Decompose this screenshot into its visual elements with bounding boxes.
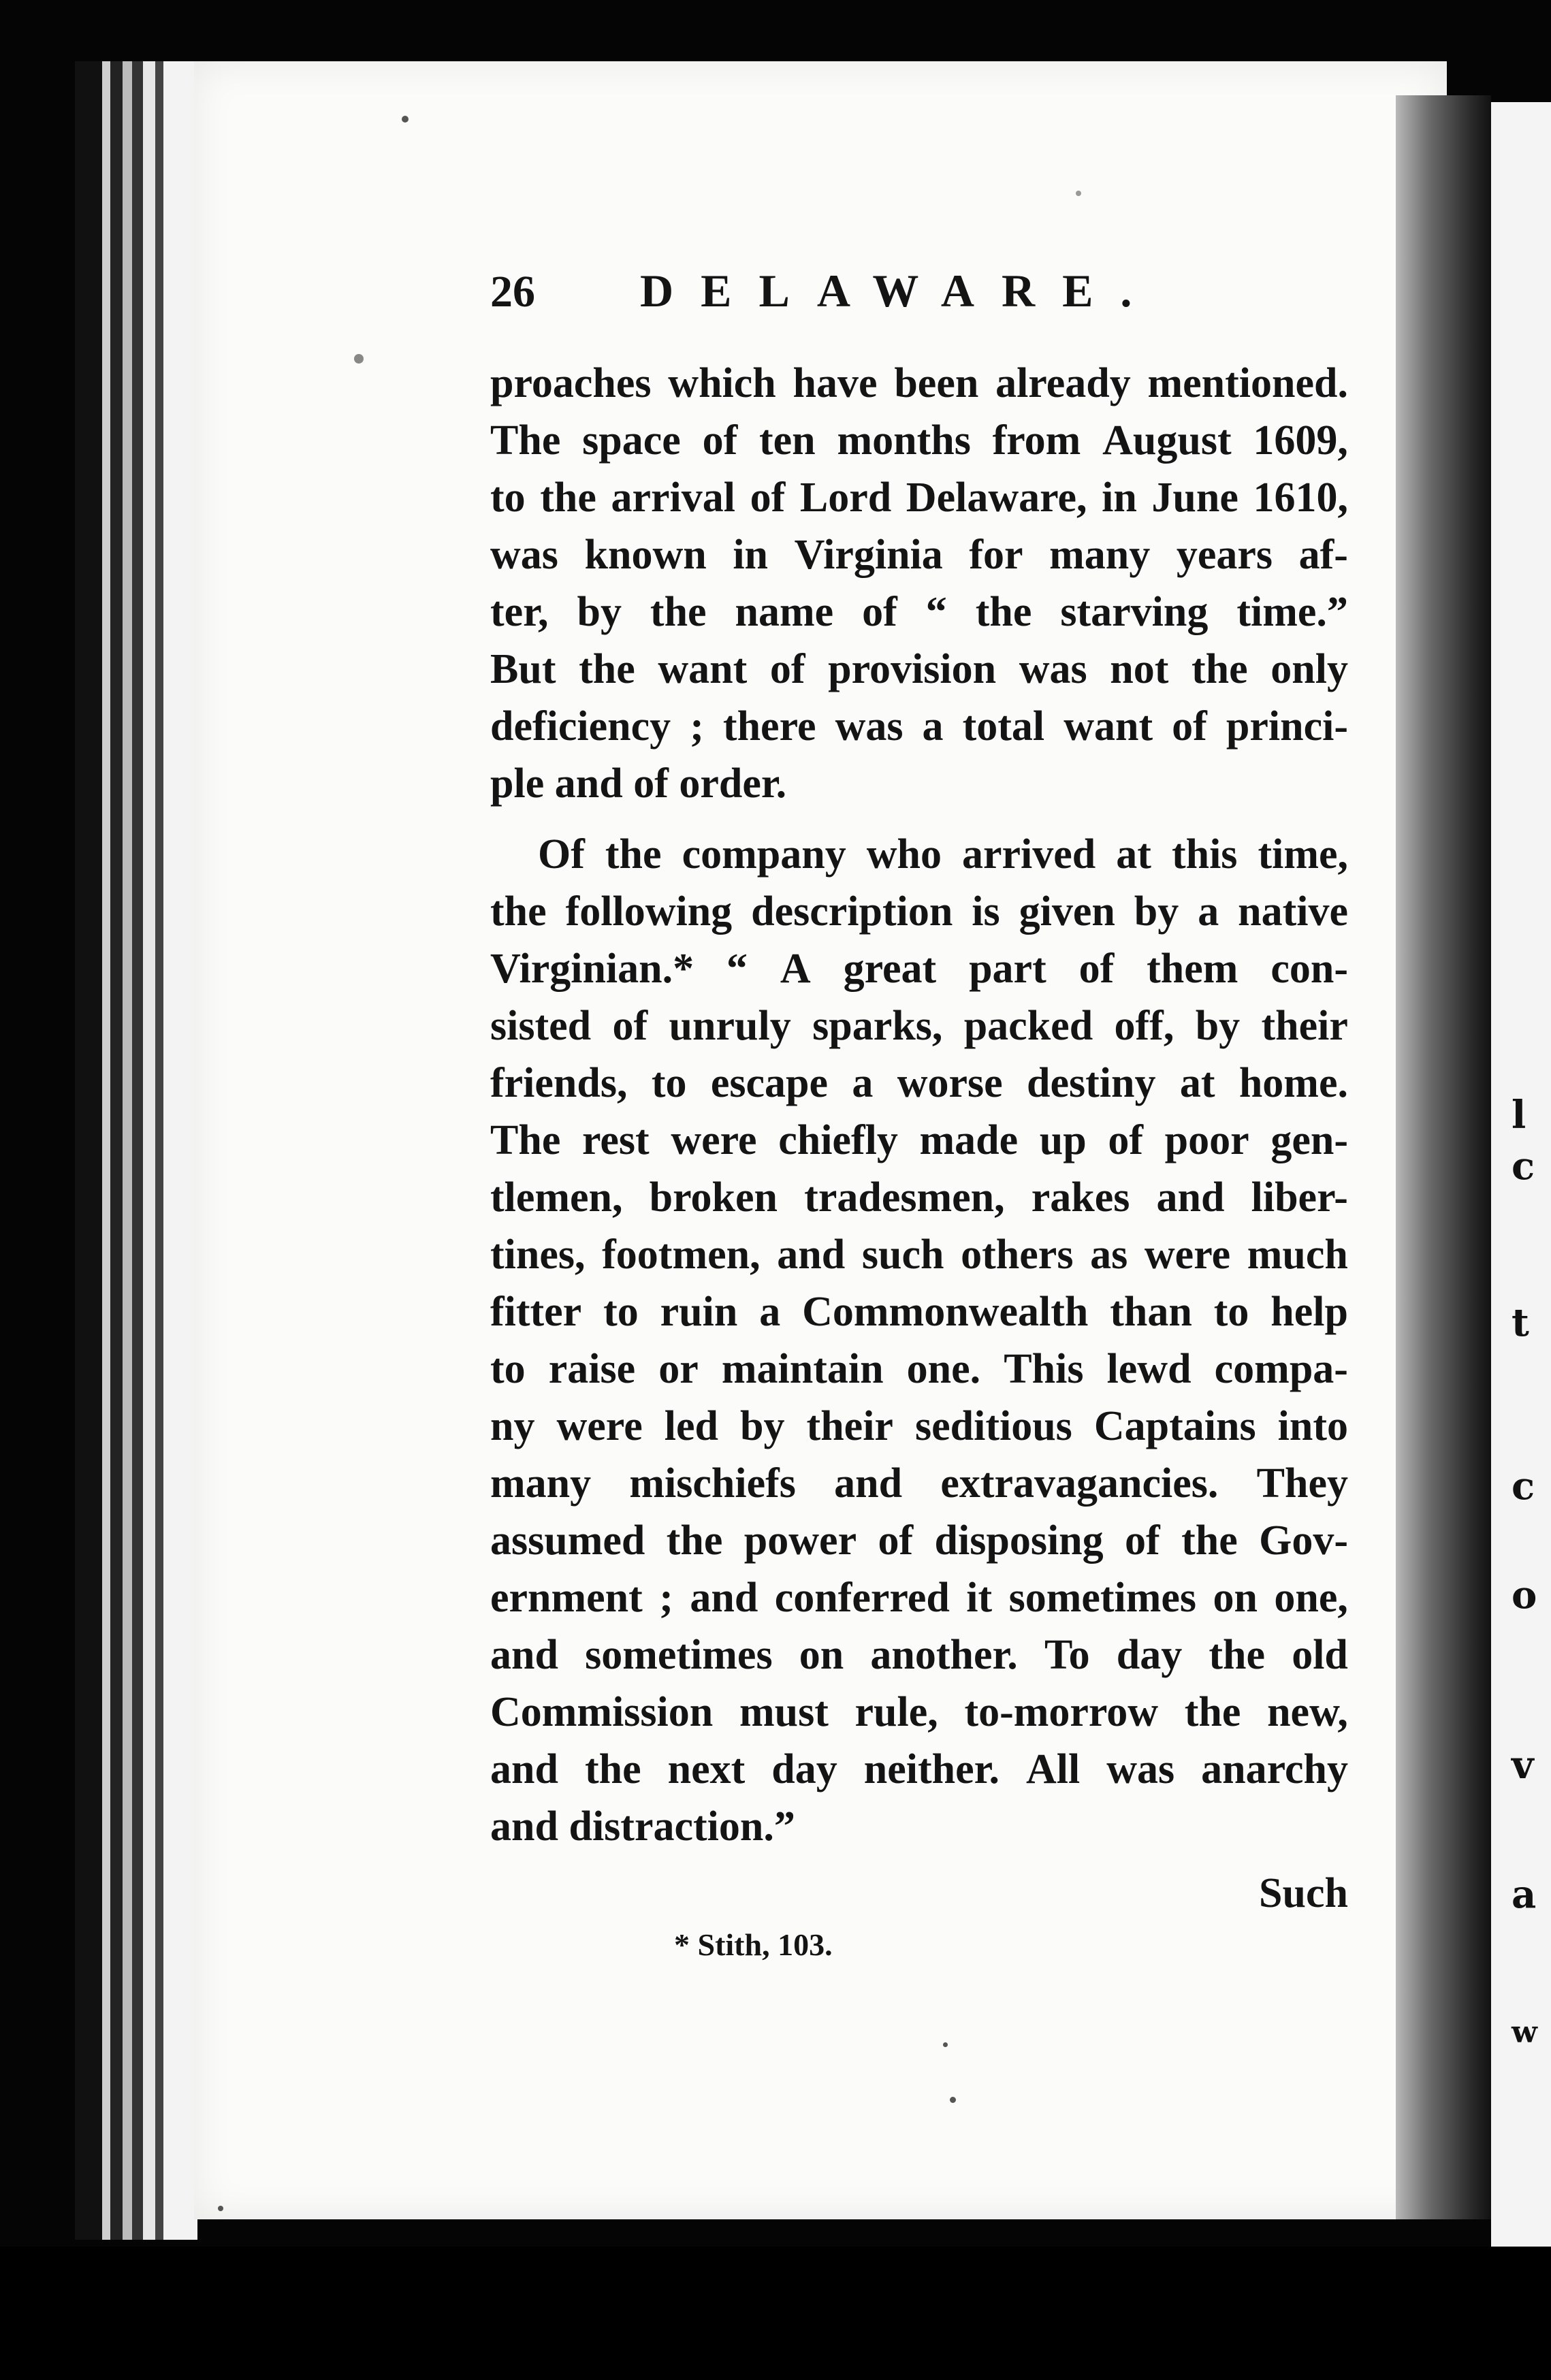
word: A: [780, 946, 811, 992]
word: by: [1195, 1003, 1241, 1049]
paper-speck: [950, 2097, 956, 2103]
word: 1610,: [1253, 475, 1348, 521]
text-line: [490, 1340, 1348, 1398]
word: the: [490, 888, 547, 935]
word: and: [690, 1575, 758, 1621]
word: and: [490, 1632, 558, 1678]
word: to: [1213, 1289, 1249, 1335]
word: of: [612, 1003, 648, 1049]
text-line: [490, 469, 1348, 526]
word: tines,: [490, 1232, 586, 1278]
word: of: [862, 589, 897, 635]
text-line: [490, 1226, 1348, 1283]
word: proaches: [490, 360, 652, 406]
word: friends,: [490, 1060, 628, 1106]
word: were: [671, 1117, 757, 1163]
word: seditious: [914, 1403, 1072, 1449]
text-line: [490, 1283, 1348, 1340]
word: of: [1125, 1517, 1160, 1564]
text-line: [490, 641, 1348, 698]
word: on: [799, 1632, 844, 1678]
word: than: [1110, 1289, 1192, 1335]
text-line: [490, 583, 1348, 641]
word: anarchy: [1201, 1746, 1348, 1792]
text-line: [490, 1169, 1348, 1226]
word: a: [852, 1060, 874, 1106]
word: mentioned.: [1147, 360, 1348, 406]
word: ernment: [490, 1575, 643, 1621]
word: But: [490, 646, 556, 692]
word: a: [922, 703, 944, 750]
word: and: [490, 1746, 558, 1792]
word: ;: [659, 1575, 673, 1621]
next-page-glyph: v: [1512, 1743, 1534, 1788]
text-line: [490, 997, 1348, 1055]
word: mischiefs: [629, 1460, 796, 1507]
word: description: [751, 888, 953, 935]
text-line: ple and of order.: [490, 760, 787, 807]
word: raise: [548, 1346, 636, 1392]
word: or: [658, 1346, 699, 1392]
word: day: [1116, 1632, 1183, 1678]
word: another.: [870, 1632, 1018, 1678]
word: was: [835, 703, 904, 750]
word: name: [735, 589, 834, 635]
word: the: [975, 589, 1032, 635]
word: of: [1172, 703, 1207, 750]
word: old: [1292, 1632, 1348, 1678]
word: company: [682, 831, 846, 878]
word: neither.: [863, 1746, 1000, 1792]
page-fold-shadow: [1396, 95, 1491, 2219]
text-line: [490, 1684, 1348, 1741]
word: extravagancies.: [940, 1460, 1219, 1507]
word: there: [722, 703, 816, 750]
next-page-glyph: t: [1512, 1300, 1529, 1345]
word: destiny: [1027, 1060, 1156, 1106]
word: footmen,: [602, 1232, 761, 1278]
word: it: [966, 1575, 993, 1621]
word: Virginia: [794, 532, 943, 578]
word: to: [603, 1289, 639, 1335]
word: Of: [538, 831, 585, 878]
word: princi-: [1226, 703, 1348, 750]
word: gen-: [1270, 1117, 1348, 1163]
word: known: [584, 532, 707, 578]
word: by: [740, 1403, 785, 1449]
word: others: [961, 1232, 1074, 1278]
word: by: [577, 589, 622, 635]
word: All: [1025, 1746, 1081, 1792]
word: off,: [1114, 1003, 1174, 1049]
word: starving: [1060, 589, 1209, 635]
word: arrived: [962, 831, 1096, 878]
word: space: [582, 417, 681, 464]
word: Gov-: [1259, 1517, 1348, 1564]
word: many: [490, 1460, 592, 1507]
word: provision: [828, 646, 997, 692]
word: many: [1049, 532, 1151, 578]
word: only: [1270, 646, 1348, 692]
word: the: [540, 475, 596, 521]
word: of: [702, 417, 738, 464]
word: were: [1144, 1232, 1231, 1278]
word: was: [1106, 1746, 1175, 1792]
next-page-glyph: o: [1512, 1573, 1537, 1618]
word: from: [992, 417, 1081, 464]
word: escape: [710, 1060, 829, 1106]
word: June: [1151, 475, 1238, 521]
text-line: [490, 883, 1348, 940]
word: great: [843, 946, 937, 992]
word: a: [1198, 888, 1219, 935]
word: were: [556, 1403, 643, 1449]
word: following: [565, 888, 733, 935]
word: Delaware,: [906, 475, 1087, 521]
paper-speck: [943, 2042, 948, 2047]
running-head: [490, 262, 1348, 319]
word: the: [1181, 1517, 1238, 1564]
word: ter,: [490, 589, 549, 635]
word: af-: [1298, 532, 1348, 578]
word: have: [793, 360, 878, 406]
catchword-row: [490, 1865, 1348, 1922]
word: tlemen,: [490, 1174, 623, 1221]
word: for: [969, 532, 1023, 578]
text-line: [490, 526, 1348, 583]
word: tradesmen,: [804, 1174, 1005, 1221]
word: “: [726, 946, 748, 992]
text-line: [490, 698, 1348, 755]
word: ny: [490, 1403, 535, 1449]
catchword: Such: [1259, 1870, 1348, 1916]
word: led: [664, 1403, 718, 1449]
word: of: [1078, 946, 1115, 992]
word: was: [490, 532, 558, 578]
word: one.: [906, 1346, 981, 1392]
word: The: [490, 417, 561, 464]
word: unruly: [669, 1003, 791, 1049]
word: months: [837, 417, 971, 464]
word: the: [1191, 646, 1248, 692]
word: rakes: [1031, 1174, 1130, 1221]
word: a: [759, 1289, 781, 1335]
word: Captains: [1093, 1403, 1256, 1449]
paper-speck: [354, 354, 364, 364]
text-line: [490, 1455, 1348, 1512]
word: packed: [963, 1003, 1093, 1049]
word: the: [579, 646, 635, 692]
text-line: [490, 1398, 1348, 1455]
word: up: [1039, 1117, 1087, 1163]
word: sparks,: [812, 1003, 943, 1049]
word: day: [771, 1746, 837, 1792]
text-line: [490, 1626, 1348, 1684]
text-line: [490, 1055, 1348, 1112]
word: total: [962, 703, 1045, 750]
word: ;: [690, 703, 704, 750]
word: next: [667, 1746, 746, 1792]
book-gutter: [75, 61, 197, 2240]
word: They: [1256, 1460, 1348, 1507]
word: “: [925, 589, 947, 635]
word: want: [1064, 703, 1153, 750]
text-line: [490, 1112, 1348, 1169]
next-page-glyph: l: [1512, 1093, 1526, 1138]
word: con-: [1270, 946, 1348, 992]
word: the: [584, 1746, 641, 1792]
word: Lord: [799, 475, 892, 521]
word: of: [1108, 1117, 1144, 1163]
word: broken: [649, 1174, 778, 1221]
word: native: [1238, 888, 1348, 935]
word: conferred: [774, 1575, 950, 1621]
paper-speck: [218, 2206, 223, 2211]
word: time,: [1258, 831, 1348, 878]
word: years: [1176, 532, 1273, 578]
word: on: [1213, 1575, 1258, 1621]
word: the: [666, 1517, 723, 1564]
word: such: [861, 1232, 944, 1278]
word: time.”: [1236, 589, 1348, 635]
text-line: [490, 940, 1348, 997]
word: The: [490, 1117, 561, 1163]
word: of: [769, 646, 805, 692]
word: assumed: [490, 1517, 645, 1564]
word: into: [1277, 1403, 1348, 1449]
word: lewd: [1106, 1346, 1192, 1392]
word: the: [1184, 1689, 1241, 1735]
word: To: [1044, 1632, 1090, 1678]
word: compa-: [1214, 1346, 1348, 1392]
word: sometimes: [1008, 1575, 1197, 1621]
paper-speck: [402, 116, 409, 123]
word: by: [1134, 888, 1179, 935]
word: given: [1019, 888, 1115, 935]
word: part: [969, 946, 1046, 992]
word: them: [1147, 946, 1238, 992]
word: is: [972, 888, 1000, 935]
paper-speck: [1076, 191, 1081, 196]
word: the: [1209, 1632, 1266, 1678]
word: ten: [759, 417, 816, 464]
word: in: [1102, 475, 1137, 521]
word: and: [834, 1460, 903, 1507]
word: deficiency: [490, 703, 671, 750]
word: which: [668, 360, 776, 406]
word: not: [1110, 646, 1169, 692]
word: new,: [1267, 1689, 1348, 1735]
word: their: [806, 1403, 893, 1449]
word: Virginian.*: [490, 946, 694, 992]
word: arrival: [611, 475, 735, 521]
page-text: [490, 262, 1348, 1965]
word: in: [733, 532, 769, 578]
word: want: [658, 646, 748, 692]
word: help: [1270, 1289, 1348, 1335]
word: the: [650, 589, 707, 635]
word: was: [1019, 646, 1087, 692]
page-number: 26: [490, 267, 535, 317]
word: to: [490, 1346, 526, 1392]
word: power: [743, 1517, 857, 1564]
word: to: [651, 1060, 687, 1106]
word: home.: [1238, 1060, 1348, 1106]
footnote: * Stith, 103.: [674, 1927, 833, 1962]
word: must: [739, 1689, 829, 1735]
word: to: [490, 475, 526, 521]
word: much: [1247, 1232, 1348, 1278]
text-line: [490, 1741, 1348, 1798]
text-line: [490, 826, 1348, 883]
word: liber-: [1251, 1174, 1348, 1221]
word: already: [995, 360, 1131, 406]
word: this: [1171, 831, 1238, 878]
word: at: [1116, 831, 1151, 878]
word: made: [919, 1117, 1019, 1163]
word: rule,: [854, 1689, 938, 1735]
word: fitter: [490, 1289, 582, 1335]
next-page-glyph: c: [1512, 1464, 1535, 1509]
word: the: [605, 831, 662, 878]
word: who: [866, 831, 942, 878]
word: chiefly: [778, 1117, 898, 1163]
word: their: [1261, 1003, 1348, 1049]
text-line: and distraction.”: [490, 1803, 795, 1850]
next-page-edge: [1491, 102, 1551, 2247]
word: worse: [897, 1060, 1003, 1106]
word: sometimes: [585, 1632, 773, 1678]
text-line: [490, 1569, 1348, 1626]
word: rest: [582, 1117, 650, 1163]
word: maintain: [721, 1346, 884, 1392]
text-line: [490, 355, 1348, 412]
word: of: [878, 1517, 914, 1564]
word: been: [894, 360, 979, 406]
next-page-glyph: c: [1512, 1144, 1535, 1189]
word: at: [1179, 1060, 1215, 1106]
word: and: [1156, 1174, 1225, 1221]
word: August: [1102, 417, 1232, 464]
text-line: [490, 1512, 1348, 1569]
word: poor: [1164, 1117, 1249, 1163]
word: This: [1004, 1346, 1084, 1392]
next-page-glyph: w: [1512, 2015, 1537, 2050]
word: as: [1090, 1232, 1128, 1278]
word: sisted: [490, 1003, 592, 1049]
word: ruin: [660, 1289, 738, 1335]
word: disposing: [934, 1517, 1104, 1564]
word: of: [750, 475, 786, 521]
text-line: [490, 412, 1348, 469]
word: Commission: [490, 1689, 714, 1735]
word: and: [777, 1232, 846, 1278]
word: one,: [1274, 1575, 1348, 1621]
word: Commonwealth: [802, 1289, 1089, 1335]
word: to-morrow: [964, 1689, 1159, 1735]
scanner-border: [0, 2247, 1551, 2380]
next-page-glyph: a: [1512, 1872, 1537, 1917]
paragraph-gap: [490, 812, 1348, 826]
word: 1609,: [1253, 417, 1348, 464]
running-title: DELAWARE.: [640, 265, 1160, 317]
